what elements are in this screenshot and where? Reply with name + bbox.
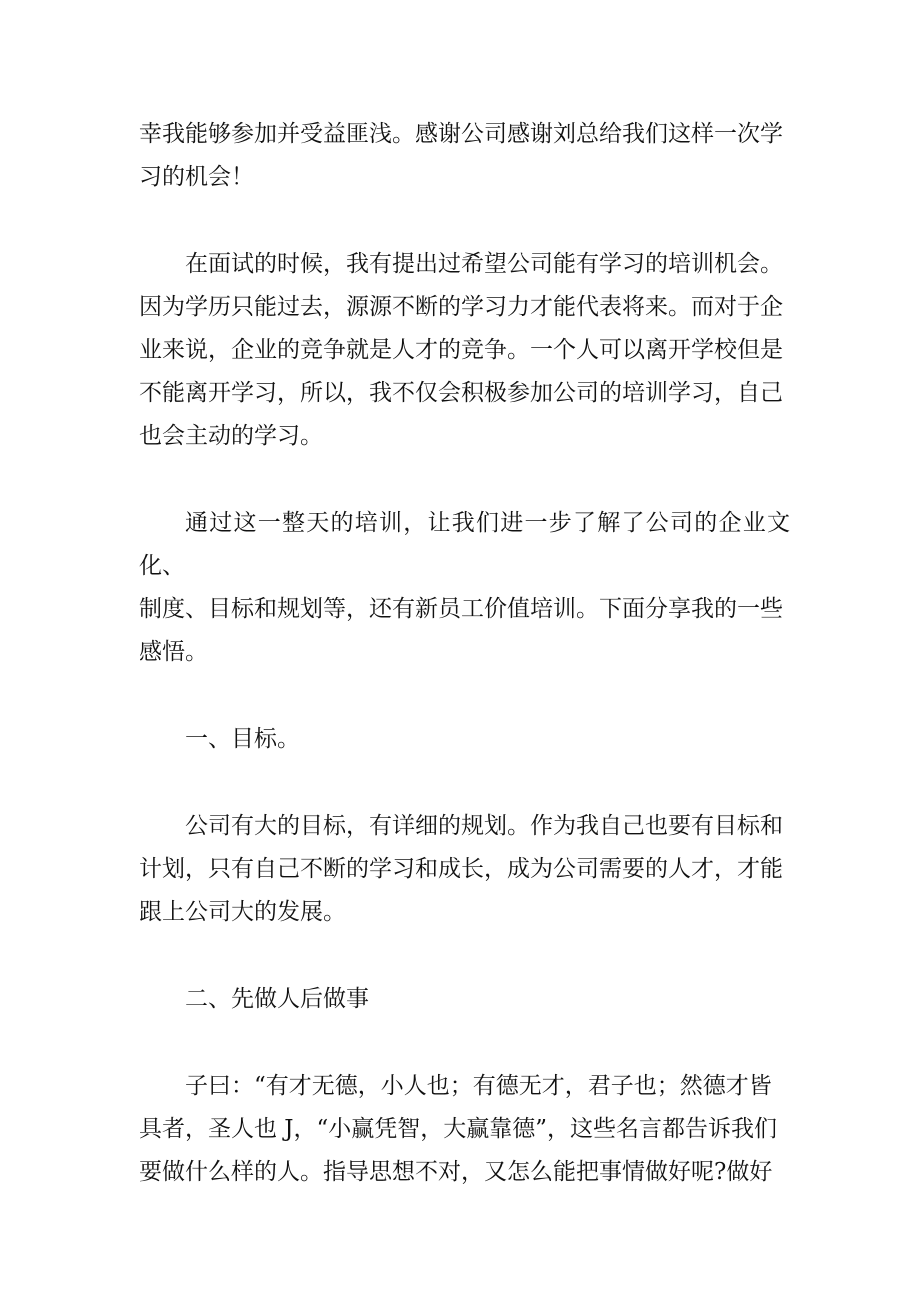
text-line: 通过这一整天的培训，让我们进一步了解了公司的企业文化、 — [139, 510, 790, 579]
text-line: 因为学历只能过去，源源不断的学习力才能代表将来。而对于企 — [139, 294, 783, 320]
paragraph-training — [139, 502, 790, 674]
text-line: 业来说，企业的竞争就是人才的竞争。一个人可以离开学校但是 — [139, 337, 783, 363]
text-line: 跟上公司大的发展。 — [139, 899, 346, 925]
text-line: 具者，圣人也 J，“小赢凭智，大赢靠德”，这些名言都告诉我们 — [139, 1116, 778, 1142]
text-line: 感悟。 — [139, 639, 208, 665]
text-line: 计划，只有自己不断的学习和成长，成为公司需要的人才，才能 — [139, 856, 783, 882]
text-line: 子曰：“有才无德，小人也；有德无才，君子也；然德才皆 — [185, 1073, 772, 1099]
text-line: 要做什么样的人。指导思想不对，又怎么能把事情做好呢?做好 — [139, 1159, 773, 1185]
heading-text: 二、先做人后做事 — [185, 986, 369, 1012]
text-line: 公司有大的目标，有详细的规划。作为我自己也要有目标和 — [185, 813, 783, 839]
paragraph-interview — [139, 243, 790, 458]
text-line: 也会主动的学习。 — [139, 423, 323, 449]
section-heading-character — [139, 978, 790, 1021]
paragraph-intro-tail — [139, 113, 790, 199]
paragraph-goal — [139, 805, 790, 934]
text-line: 在面试的时候，我有提出过希望公司能有学习的培训机会。 — [185, 251, 783, 277]
text-line: 制度、目标和规划等，还有新员工价值培训。下面分享我的一些 — [139, 596, 783, 622]
section-heading-goal — [139, 718, 790, 761]
text-line: 习的机会！ — [139, 164, 254, 190]
heading-text: 一、目标。 — [185, 726, 300, 752]
text-line: 不能离开学习，所以，我不仅会积极参加公司的培训学习，自己 — [139, 380, 783, 406]
paragraph-virtue — [139, 1065, 790, 1194]
text-line: 幸我能够参加并受益匪浅。感谢公司感谢刘总给我们这样一次学 — [139, 121, 783, 147]
